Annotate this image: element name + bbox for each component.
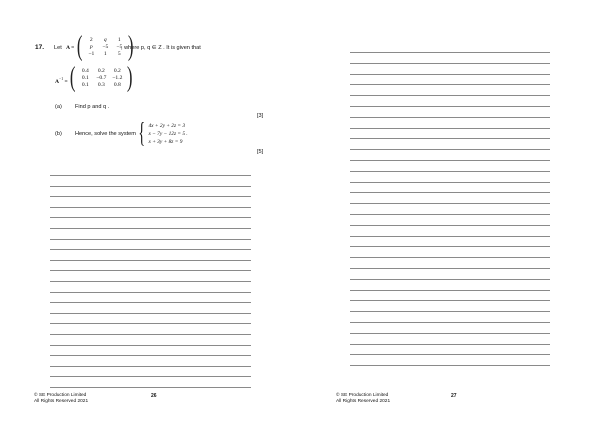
copyright-text: © SE Production Limited	[34, 393, 87, 398]
answer-line	[50, 207, 251, 208]
footer	[34, 393, 88, 406]
left-paren: (	[76, 31, 83, 62]
intro-suffix: , where p, q ∈ Z . It is given that	[121, 45, 201, 51]
matrix-cell: −5	[116, 44, 123, 50]
answer-line	[50, 186, 251, 187]
answer-line	[350, 63, 550, 64]
answer-line	[50, 376, 251, 377]
answer-line	[350, 311, 550, 312]
answer-line	[350, 236, 550, 237]
right-paren: )	[128, 31, 134, 62]
system-equation: 4x + 2y + 2z = 3	[148, 122, 186, 129]
copyright-text: © SE Production Limited	[336, 393, 389, 398]
answer-line	[50, 270, 251, 271]
answer-line	[350, 268, 550, 269]
matrix-inverse-grid	[77, 68, 125, 88]
rights-text: All Rights Reserved 2021	[336, 399, 391, 405]
matrix-cell: 0.3	[97, 82, 105, 88]
matrix-cell: 0.4	[81, 68, 89, 74]
part-b-text: Hence, solve the system	[75, 131, 136, 137]
answer-line	[350, 300, 550, 301]
part-a-marks: [3]	[257, 113, 264, 119]
answer-line	[50, 281, 251, 282]
answer-line	[50, 175, 251, 176]
answer-line	[50, 217, 251, 218]
matrix-cell: −1	[88, 51, 95, 57]
right-paren: )	[127, 62, 133, 93]
answer-line	[350, 322, 550, 323]
system-equations	[148, 122, 185, 147]
page-number: 26	[151, 393, 157, 399]
answer-line	[50, 323, 251, 324]
answer-line	[350, 365, 550, 366]
answer-line	[350, 257, 550, 258]
part-a-text: Find p and q .	[75, 104, 110, 110]
answer-line	[50, 196, 251, 197]
answer-line	[350, 171, 550, 172]
system-equation: x + 3y + 8z = 9	[148, 139, 183, 146]
answer-line	[50, 249, 251, 250]
answer-line	[50, 260, 251, 261]
intro-prefix: Let	[54, 45, 62, 51]
equation-system: { 4x + 2y + 2z = 3 x − 7y − 12z = 5 x + 3y + 8z = 9 .	[138, 118, 188, 149]
answer-line	[350, 354, 550, 355]
matrix-cell: 0.8	[113, 82, 121, 88]
left-paren: (	[69, 62, 76, 93]
answer-line	[350, 225, 550, 226]
answer-line	[50, 387, 251, 388]
answer-line	[350, 74, 550, 75]
answer-line	[350, 290, 550, 291]
answer-line	[350, 84, 550, 85]
answer-line	[350, 246, 550, 247]
answer-line	[350, 128, 550, 129]
part-b-marks: [5]	[257, 149, 264, 155]
answer-line	[350, 138, 550, 139]
answer-line	[50, 366, 251, 367]
answer-line	[350, 149, 550, 150]
footer	[336, 393, 390, 406]
part-b-label: (b)	[55, 131, 62, 137]
matrix-inverse	[68, 64, 135, 92]
matrix-cell: 0.1	[81, 82, 89, 88]
answer-line	[50, 239, 251, 240]
matrix-cell: q	[103, 37, 107, 43]
matrix-cell: 0.2	[97, 68, 105, 74]
answer-line	[50, 228, 251, 229]
matrix-cell: 0.2	[113, 68, 121, 74]
page-number: 27	[451, 393, 457, 399]
answer-line	[50, 334, 251, 335]
matrix-cell: 1	[103, 51, 107, 57]
answer-line	[350, 192, 550, 193]
answer-line	[350, 160, 550, 161]
part-a-label: (a)	[55, 104, 62, 110]
answer-line	[350, 344, 550, 345]
right-page	[300, 0, 600, 424]
answer-lines	[50, 175, 251, 397]
answer-line	[350, 117, 550, 118]
answer-line	[50, 302, 251, 303]
answer-line	[50, 313, 251, 314]
inverse-symbol: $A^{-1}$ =	[55, 77, 68, 85]
matrix-cell: −5	[102, 44, 109, 50]
answer-line	[350, 214, 550, 215]
matrix-cell: 2	[89, 37, 93, 43]
matrix-cell: 0.1	[81, 75, 89, 81]
matrix-cell: p	[89, 44, 93, 50]
answer-line	[350, 279, 550, 280]
answer-line	[350, 95, 550, 96]
matrix-a-symbol: A =	[66, 45, 75, 51]
question-number: 17.	[35, 44, 45, 51]
matrix-cell: 1	[117, 37, 121, 43]
matrix-cell: −1.2	[112, 75, 123, 81]
system-equation: x − 7y − 12z = 5	[148, 130, 186, 137]
answer-line	[50, 345, 251, 346]
answer-lines	[350, 52, 550, 376]
answer-line	[350, 182, 550, 183]
answer-line	[350, 106, 550, 107]
system-brace: {	[138, 118, 146, 149]
answer-line	[350, 52, 550, 53]
answer-line	[350, 333, 550, 334]
rights-text: All Rights Reserved 2021	[34, 399, 89, 405]
matrix-cell: 5	[117, 51, 121, 57]
matrix-cell: −0.7	[96, 75, 107, 81]
answer-line	[350, 203, 550, 204]
answer-line	[50, 292, 251, 293]
answer-line	[50, 355, 251, 356]
